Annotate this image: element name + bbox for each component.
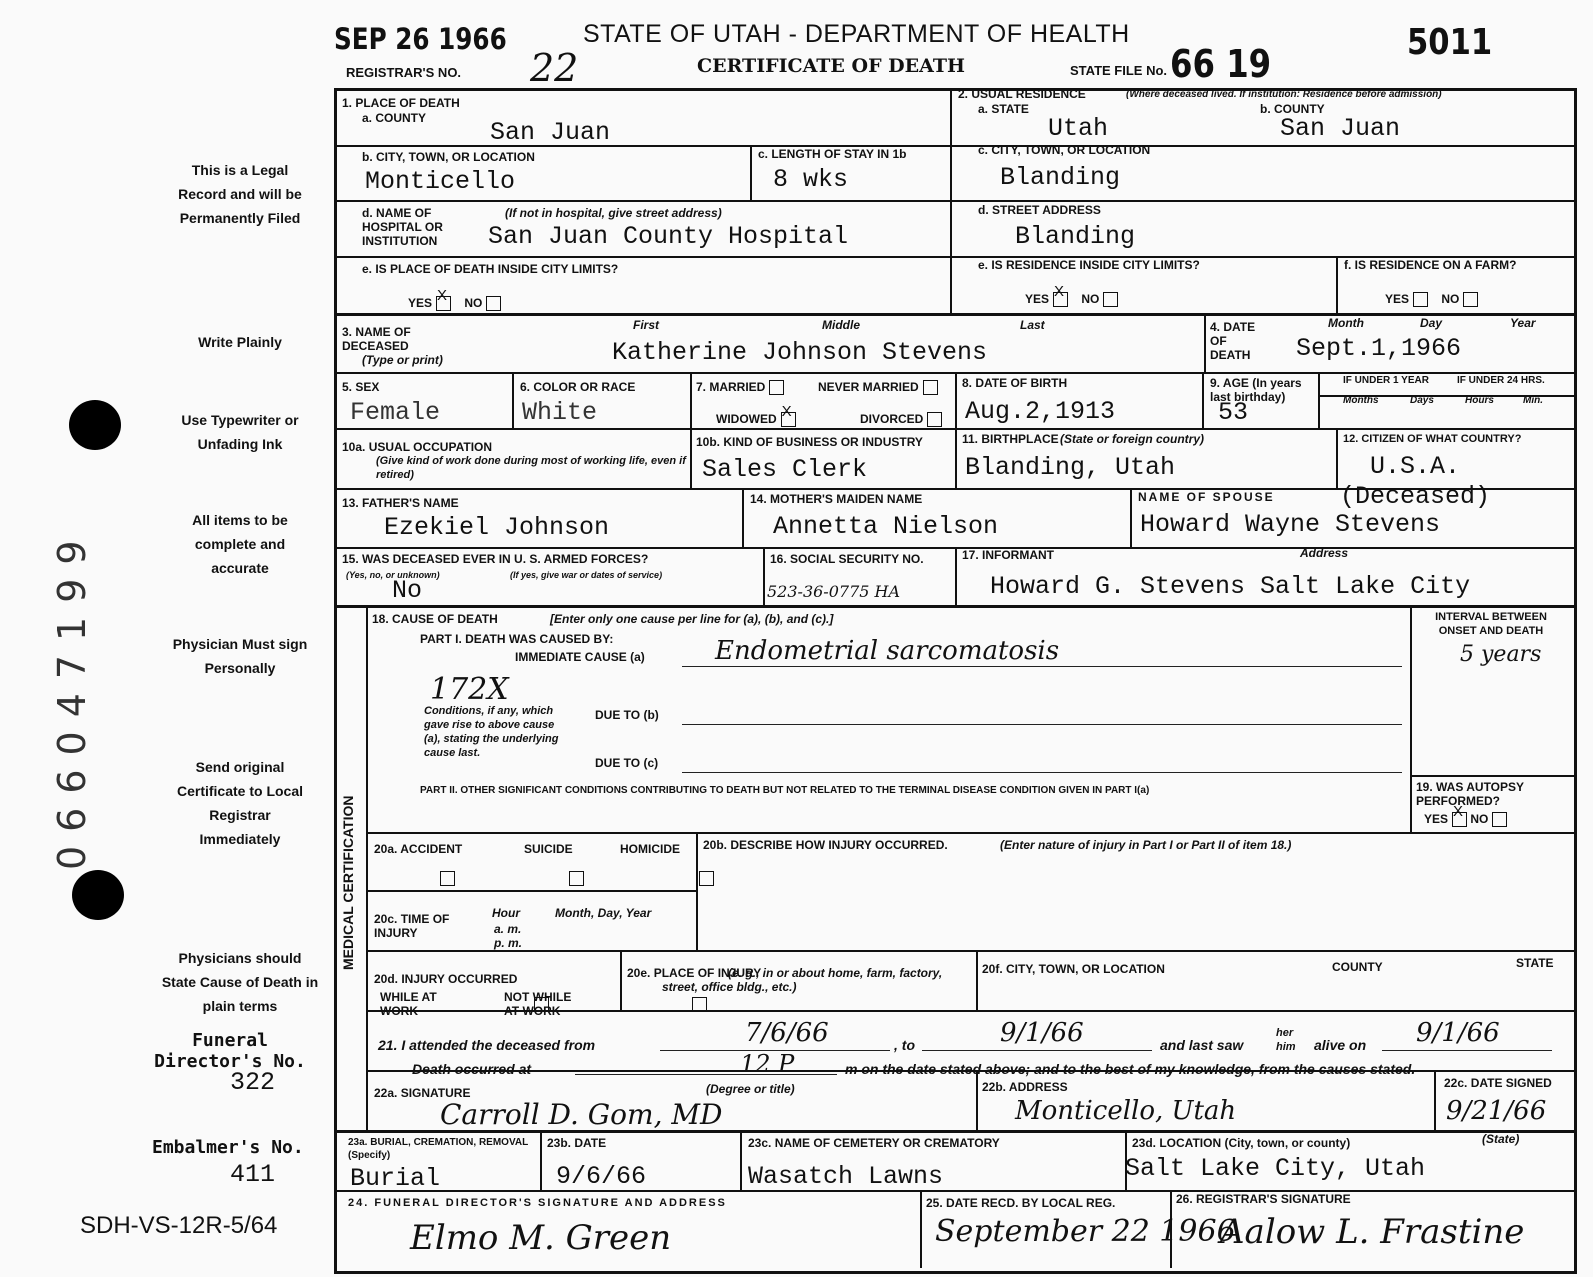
mother-value: Annetta Nielson bbox=[773, 512, 999, 541]
date-recd-value: September 22 1966 bbox=[935, 1214, 1236, 1249]
res-county-label: b. COUNTY bbox=[1260, 102, 1325, 116]
under-1-label: IF UNDER 1 YEAR bbox=[1343, 375, 1429, 386]
cause-label: 18. CAUSE OF DEATH bbox=[372, 612, 498, 626]
degree-label: (Degree or title) bbox=[706, 1082, 795, 1096]
min-label: Min. bbox=[1523, 395, 1543, 406]
complete-note: All items to be complete and accurate bbox=[192, 512, 288, 576]
suicide-checkbox[interactable] bbox=[569, 871, 584, 886]
occupation-label: 10a. USUAL OCCUPATION bbox=[342, 440, 493, 454]
attended-from-value: 7/6/66 bbox=[745, 1018, 829, 1048]
no-label: NO bbox=[1081, 292, 1100, 306]
injury-city-label: 20f. CITY, TOWN, OR LOCATION bbox=[982, 962, 1165, 976]
res-street-label: d. STREET ADDRESS bbox=[978, 203, 1101, 217]
middle-label: Middle bbox=[822, 318, 860, 332]
accident-label: 20a. ACCIDENT bbox=[374, 842, 463, 856]
res-state-label: a. STATE bbox=[978, 102, 1029, 116]
armed-forces-value: No bbox=[392, 576, 423, 605]
sex-label: 5. SEX bbox=[342, 380, 380, 394]
code-value: 172X bbox=[430, 672, 509, 707]
no-label: NO bbox=[1470, 812, 1489, 826]
citizen-label: 12. CITIZEN OF WHAT COUNTRY? bbox=[1343, 433, 1522, 445]
last-label: Last bbox=[1020, 318, 1045, 332]
res-city-limits-checks bbox=[1025, 292, 1118, 307]
location-state-label: (State) bbox=[1482, 1132, 1520, 1146]
state-file-no: 66 19 bbox=[1170, 42, 1272, 86]
registrar-signature: Aalow L. Frastine bbox=[1220, 1212, 1525, 1252]
city-limits-no-checkbox[interactable] bbox=[486, 296, 501, 311]
place-injury-label: 20e. PLACE OF INJURY bbox=[627, 966, 762, 980]
agency-title: STATE OF UTAH - DEPARTMENT OF HEALTH bbox=[583, 20, 1130, 48]
birthplace-note: (State or foreign country) bbox=[1060, 432, 1205, 446]
county-value: San Juan bbox=[490, 118, 611, 147]
marital-divorced bbox=[860, 412, 942, 427]
res-city-value: Blanding bbox=[1000, 163, 1121, 192]
age-label: 9. AGE (In years last birthday) bbox=[1210, 376, 1302, 404]
autopsy-yes-checkbox[interactable] bbox=[1452, 812, 1467, 827]
hours-label: Hours bbox=[1465, 395, 1494, 406]
date-recd-label: 25. DATE RECD. BY LOCAL REG. bbox=[926, 1196, 1116, 1210]
funeral-director-no: 322 bbox=[230, 1068, 276, 1097]
physician-note: Physician Must sign Personally bbox=[172, 636, 308, 676]
industry-label: 10b. KIND OF BUSINESS OR INDUSTRY bbox=[696, 435, 923, 449]
interval-value: 5 years bbox=[1460, 642, 1542, 667]
vertical-control-number bbox=[50, 526, 94, 870]
age-value: 53 bbox=[1218, 398, 1249, 427]
time-injury-label: 20c. TIME OF INJURY bbox=[374, 912, 450, 940]
attended-to-value: 9/1/66 bbox=[1000, 1018, 1084, 1048]
marital-widowed bbox=[716, 412, 796, 427]
medical-cert-label: MEDICAL CERTIFICATION bbox=[340, 795, 356, 970]
birthplace-value: Blanding, Utah bbox=[965, 453, 1176, 482]
suicide-label: SUICIDE bbox=[524, 842, 573, 856]
cause-a-value: Endometrial sarcomatosis bbox=[715, 636, 1060, 666]
registrar-no: 22 bbox=[530, 46, 579, 90]
month-label: Month bbox=[1328, 316, 1364, 330]
death-at-label: Death occurred at bbox=[412, 1061, 532, 1077]
armed-note-2: (If yes, give war or dates of service) bbox=[510, 570, 663, 580]
armed-note-1: (Yes, no, or unknown) bbox=[346, 570, 440, 580]
yes-label: YES bbox=[1385, 292, 1410, 306]
days-label: Days bbox=[1410, 395, 1434, 406]
alive-on-label: alive on bbox=[1314, 1037, 1367, 1053]
occupation-value: Sales Clerk bbox=[702, 455, 868, 484]
informant-label: 17. INFORMANT bbox=[962, 548, 1055, 562]
res-city-limits-yes-checkbox[interactable] bbox=[1053, 292, 1068, 307]
date-stamp: SEP 26 1966 bbox=[334, 22, 507, 56]
physician-signature: Carroll D. Gom, MD bbox=[440, 1098, 723, 1131]
divorced-checkbox[interactable] bbox=[927, 412, 942, 427]
occupation-note: (Give kind of work done during most of working life, even if retired) bbox=[376, 455, 686, 481]
res-street-value: Blanding bbox=[1015, 222, 1136, 251]
no-label: NO bbox=[464, 296, 483, 310]
res-city-limits-no-checkbox[interactable] bbox=[1103, 292, 1118, 307]
name-value: Katherine Johnson Stevens bbox=[612, 338, 988, 367]
date-signed-value: 9/21/66 bbox=[1446, 1096, 1547, 1126]
race-value: White bbox=[522, 398, 598, 427]
birthplace-label: 11. BIRTHPLACE bbox=[962, 432, 1059, 446]
injury-county-label: COUNTY bbox=[1332, 960, 1383, 974]
no-label: NO bbox=[1441, 292, 1460, 306]
physician-address: Monticello, Utah bbox=[1015, 1096, 1237, 1126]
registrar-label: REGISTRAR'S NO. bbox=[346, 65, 462, 80]
burial-date-value: 9/6/66 bbox=[556, 1162, 647, 1191]
race-label: 6. COLOR OR RACE bbox=[520, 380, 636, 394]
months-label: Months bbox=[1343, 395, 1379, 406]
widowed-checkbox[interactable] bbox=[781, 412, 796, 427]
autopsy-checks bbox=[1424, 812, 1507, 827]
city-limits-checks bbox=[408, 296, 501, 311]
embalmer-label: Embalmer's No. bbox=[152, 1137, 304, 1158]
res-county-value: San Juan bbox=[1280, 114, 1401, 143]
residence-note: (Where deceased lived. If institution: Residence before admission) bbox=[1126, 89, 1442, 100]
hospital-label: d. NAME OF HOSPITAL OR INSTITUTION bbox=[362, 206, 443, 248]
send-note: Send original Certificate to Local Registrar Immediately bbox=[176, 759, 304, 847]
top-number: 5011 bbox=[1407, 22, 1493, 63]
pm-label: p. m. bbox=[494, 936, 523, 950]
first-label: First bbox=[633, 318, 660, 332]
burial-label: 23a. BURIAL, CREMATION, REMOVAL (Specify) bbox=[348, 1137, 529, 1161]
year-label: Year bbox=[1510, 316, 1536, 330]
ssn-label: 16. SOCIAL SECURITY NO. bbox=[770, 552, 924, 566]
farm-checks bbox=[1385, 292, 1478, 307]
cause-note: Physicians should State Cause of Death in plain terms bbox=[161, 950, 319, 1014]
injury-state-label: STATE bbox=[1516, 956, 1554, 970]
marital-married bbox=[696, 380, 784, 395]
armed-forces-label: 15. WAS DECEASED EVER IN U. S. ARMED FORCES? bbox=[342, 552, 649, 566]
county-label: a. COUNTY bbox=[362, 111, 427, 125]
stay-value: 8 wks bbox=[773, 165, 849, 194]
residence-label: 2. USUAL RESIDENCE bbox=[958, 87, 1086, 101]
not-work-checkbox[interactable] bbox=[692, 997, 707, 1012]
to-label: , to bbox=[894, 1037, 915, 1053]
am-label: a. m. bbox=[494, 922, 522, 936]
funeral-director-label: Funeral Director's No. bbox=[154, 1030, 306, 1072]
address-22b-label: 22b. ADDRESS bbox=[982, 1080, 1068, 1094]
dob-label: 8. DATE OF BIRTH bbox=[962, 376, 1068, 390]
spouse-note: (Deceased) bbox=[1340, 482, 1491, 511]
spouse-label: NAME OF SPOUSE bbox=[1138, 490, 1275, 504]
part2-label: PART II. OTHER SIGNIFICANT CONDITIONS CONTRIBUTING TO DEATH BUT NOT RELATED TO THE TERMINAL DISEASE CONDITION GIVEN IN PART I(a) bbox=[420, 785, 1150, 796]
address-label: Address bbox=[1300, 546, 1349, 560]
city-limits-label: e. IS PLACE OF DEATH INSIDE CITY LIMITS? bbox=[362, 262, 619, 276]
injury-desc-note: (Enter nature of injury in Part I or Part II of item 18.) bbox=[1000, 838, 1292, 852]
autopsy-label: 19. WAS AUTOPSY PERFORMED? bbox=[1416, 780, 1524, 808]
accident-checkbox[interactable] bbox=[440, 871, 455, 886]
attended-label: 21. I attended the deceased from bbox=[378, 1037, 596, 1053]
due-b-label: DUE TO (b) bbox=[595, 708, 659, 722]
marital-never bbox=[818, 380, 938, 395]
yes-label: YES bbox=[408, 296, 433, 310]
typewriter-note: Use Typewriter or Unfading Ink bbox=[181, 412, 299, 452]
location-label: 23d. LOCATION (City, town, or county) bbox=[1132, 1136, 1351, 1150]
spouse-value: Howard Wayne Stevens bbox=[1140, 510, 1441, 539]
embalmer-no: 411 bbox=[230, 1160, 276, 1189]
name-label: 3. NAME OF DECEASED bbox=[342, 325, 411, 353]
cause-note: [Enter only one cause per line for (a), (b), and (c).] bbox=[550, 612, 834, 626]
hospital-note: (If not in hospital, give street address) bbox=[505, 206, 722, 220]
date-signed-label: 22c. DATE SIGNED bbox=[1444, 1076, 1552, 1090]
married-label: 7. MARRIED bbox=[696, 380, 766, 394]
death-at-value: 12 P bbox=[740, 1050, 795, 1078]
date-of-death-label: 4. DATE OF DEATH bbox=[1210, 320, 1256, 362]
punch-hole-bottom bbox=[72, 870, 124, 920]
alive-on-value: 9/1/66 bbox=[1416, 1018, 1500, 1048]
autopsy-no-checkbox[interactable] bbox=[1492, 812, 1507, 827]
write-plainly-note: Write Plainly bbox=[198, 334, 282, 350]
while-work-label: WHILE AT WORK bbox=[380, 990, 437, 1018]
her-him-label: her him bbox=[1276, 1027, 1296, 1053]
name-note: (Type or print) bbox=[362, 353, 443, 367]
father-label: 13. FATHER'S NAME bbox=[342, 496, 459, 510]
father-value: Ezekiel Johnson bbox=[384, 513, 610, 542]
divorced-label: DIVORCED bbox=[860, 412, 924, 426]
dob-value: Aug.2,1913 bbox=[965, 397, 1116, 426]
injury-occurred-label: 20d. INJURY OCCURRED bbox=[374, 972, 518, 986]
never-married-checkbox[interactable] bbox=[923, 380, 938, 395]
cemetery-value: Wasatch Lawns bbox=[748, 1162, 944, 1191]
date-of-death-value: Sept.1,1966 bbox=[1296, 334, 1462, 363]
res-city-label: c. CITY, TOWN, OR LOCATION bbox=[978, 143, 1151, 157]
legal-record-note: This is a Legal Record and will be Permanently Filed bbox=[178, 162, 302, 226]
interval-label: INTERVAL BETWEEN ONSET AND DEATH bbox=[1435, 611, 1547, 637]
farm-no-checkbox[interactable] bbox=[1463, 292, 1478, 307]
punch-hole-top bbox=[69, 400, 121, 450]
last-saw-label: and last saw bbox=[1160, 1037, 1244, 1053]
location-value: Salt Lake City, Utah bbox=[1125, 1154, 1426, 1183]
mother-label: 14. MOTHER'S MAIDEN NAME bbox=[750, 492, 923, 506]
homicide-checkbox[interactable] bbox=[699, 871, 714, 886]
city-label: b. CITY, TOWN, OR LOCATION bbox=[362, 150, 535, 164]
registrar-sig-label: 26. REGISTRAR'S SIGNATURE bbox=[1176, 1192, 1351, 1206]
conditions-note: Conditions, if any, which gave rise to above cause (a), stating the underlying cause last. bbox=[424, 705, 559, 759]
city-value: Monticello bbox=[365, 167, 516, 196]
not-work-label: NOT WHILE AT WORK bbox=[504, 990, 572, 1018]
never-married-label: NEVER MARRIED bbox=[818, 380, 919, 394]
part1-label: PART I. DEATH WAS CAUSED BY: bbox=[420, 632, 614, 646]
city-limits-yes-checkbox[interactable] bbox=[436, 296, 451, 311]
widowed-label: WIDOWED bbox=[716, 412, 777, 426]
burial-date-label: 23b. DATE bbox=[547, 1136, 607, 1150]
medical-cert-vertical bbox=[340, 796, 356, 970]
homicide-label: HOMICIDE bbox=[620, 842, 680, 856]
hour-label: Hour bbox=[492, 906, 520, 920]
yes-label: YES bbox=[1025, 292, 1050, 306]
citizen-value: U.S.A. bbox=[1370, 452, 1461, 481]
certificate-title: CERTIFICATE OF DEATH bbox=[697, 55, 965, 77]
stay-label: c. LENGTH OF STAY IN 1b bbox=[758, 147, 907, 161]
place-injury-note: (e. g., in or about home, farm, factory, street, office bldg., etc.) bbox=[662, 966, 943, 994]
funeral-sig-label: 24. FUNERAL DIRECTOR'S SIGNATURE AND ADDRESS bbox=[348, 1197, 727, 1209]
hospital-value: San Juan County Hospital bbox=[488, 222, 849, 251]
signature-label: 22a. SIGNATURE bbox=[374, 1086, 471, 1100]
farm-label: f. IS RESIDENCE ON A FARM? bbox=[1344, 258, 1517, 272]
res-city-limits-label: e. IS RESIDENCE INSIDE CITY LIMITS? bbox=[978, 258, 1200, 272]
place-of-death-label: 1. PLACE OF DEATH bbox=[342, 96, 460, 110]
under-24-label: IF UNDER 24 HRS. bbox=[1457, 375, 1545, 386]
burial-value: Burial bbox=[350, 1164, 441, 1193]
res-state-value: Utah bbox=[1048, 114, 1109, 143]
informant-value: Howard G. Stevens Salt Lake City bbox=[990, 572, 1471, 601]
ssn-value: 523-36-0775 HA bbox=[767, 582, 901, 601]
mdy-label: Month, Day, Year bbox=[555, 906, 652, 920]
funeral-signature: Elmo M. Green bbox=[410, 1218, 672, 1258]
vertical-number-text: 066047199 bbox=[50, 526, 94, 870]
married-checkbox[interactable] bbox=[769, 380, 784, 395]
state-file-label: STATE FILE No. bbox=[1070, 63, 1168, 78]
immediate-label: IMMEDIATE CAUSE (a) bbox=[515, 650, 645, 664]
farm-yes-checkbox[interactable] bbox=[1413, 292, 1428, 307]
yes-label: YES bbox=[1424, 812, 1449, 826]
m-on-label: m on the date stated above; and to the best of my knowledge, from the causes stated. bbox=[845, 1061, 1416, 1077]
day-label: Day bbox=[1420, 316, 1443, 330]
injury-desc-label: 20b. DESCRIBE HOW INJURY OCCURRED. bbox=[703, 838, 948, 852]
sex-value: Female bbox=[350, 398, 441, 427]
cemetery-label: 23c. NAME OF CEMETERY OR CREMATORY bbox=[748, 1136, 1000, 1150]
due-c-label: DUE TO (c) bbox=[595, 756, 659, 770]
form-number: SDH-VS-12R-5/64 bbox=[80, 1212, 278, 1239]
